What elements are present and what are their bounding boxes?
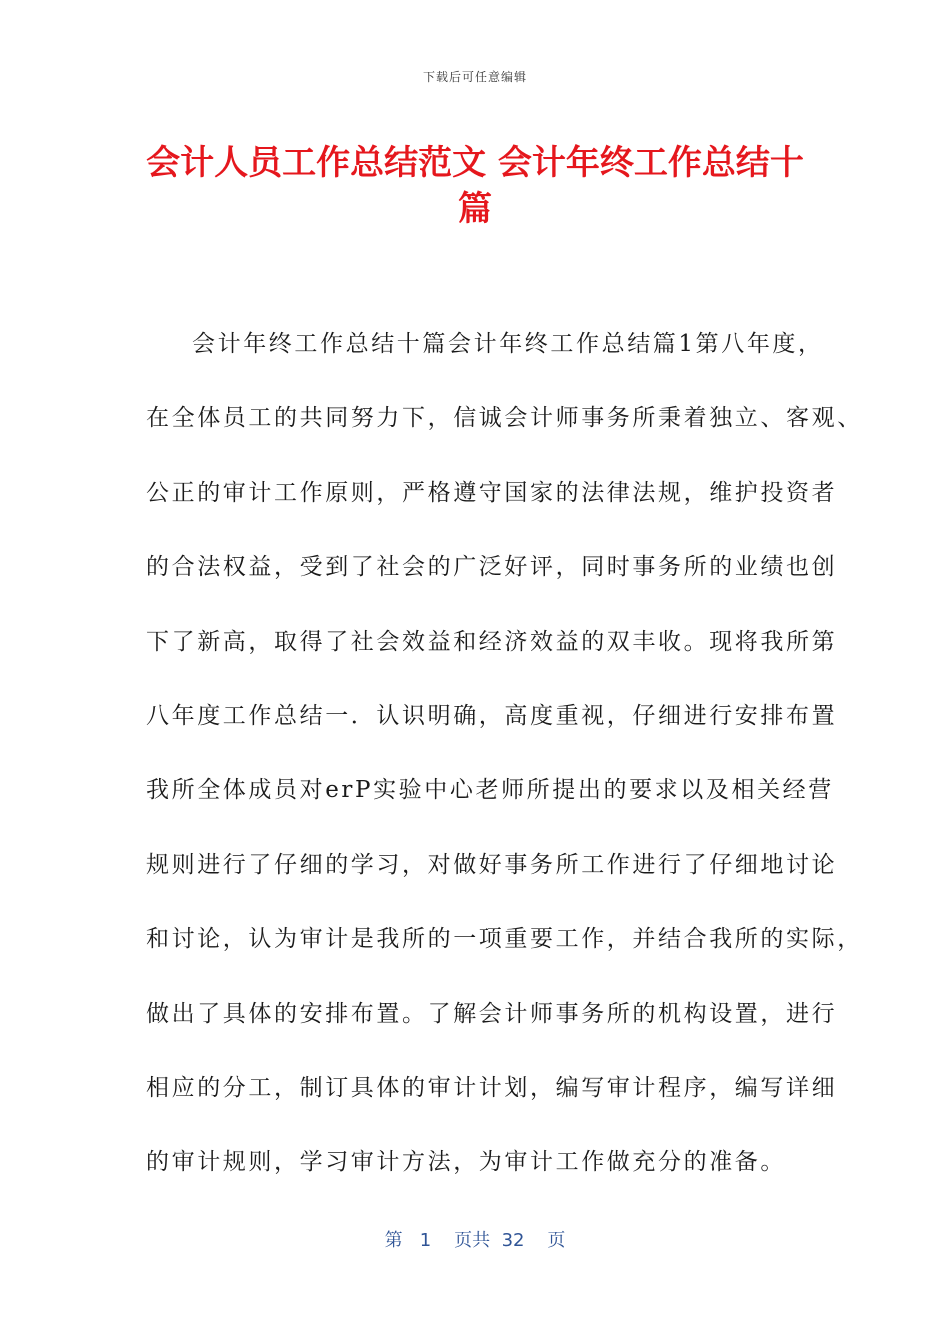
- page-footer: [0, 1226, 950, 1252]
- footer-middle: 页共: [454, 1230, 491, 1251]
- body-line: 在全体员工的共同努力下，信诚会计师事务所秉着独立、客观、: [146, 405, 863, 432]
- header-note: 下载后可任意编辑: [422, 70, 527, 84]
- body-line: 我所全体成员对erP实验中心老师所提出的要求以及相关经营: [146, 777, 834, 804]
- body-line: 规则进行了仔细的学习，对做好事务所工作进行了仔细地讨论: [146, 851, 838, 878]
- body-line: 的审计规则，学习审计方法，为审计工作做充分的准备。: [146, 1149, 786, 1176]
- body-line: 八年度工作总结一．认识明确，高度重视，仔细进行安排布置: [146, 702, 838, 729]
- title-line-2: 篇: [458, 189, 492, 229]
- body-line: 下了新高，取得了社会效益和经济效益的双丰收。现将我所第: [146, 628, 838, 655]
- footer-total-pages: 32: [501, 1230, 525, 1251]
- footer-prefix: 第: [384, 1230, 403, 1251]
- body-line: 的合法权益，受到了社会的广泛好评，同时事务所的业绩也创: [146, 554, 838, 581]
- body-line: 公正的审计工作原则，严格遵守国家的法律法规，维护投资者: [146, 479, 838, 506]
- title-line-1: 会计人员工作总结范文 会计年终工作总结十: [146, 143, 804, 183]
- footer-suffix: 页: [547, 1230, 566, 1251]
- body-line: 做出了具体的安排布置。了解会计师事务所的机构设置，进行: [146, 1000, 838, 1027]
- body-line: 会计年终工作总结十篇会计年终工作总结篇1第八年度，: [192, 331, 824, 357]
- body-line: 和讨论，认为审计是我所的一项重要工作，并结合我所的实际，: [146, 926, 863, 953]
- body-text: [146, 324, 863, 1217]
- footer-current-page: 1: [419, 1230, 432, 1251]
- body-line: 相应的分工，制订具体的审计计划，编写审计程序，编写详细: [146, 1074, 838, 1101]
- document-title: [120, 140, 830, 232]
